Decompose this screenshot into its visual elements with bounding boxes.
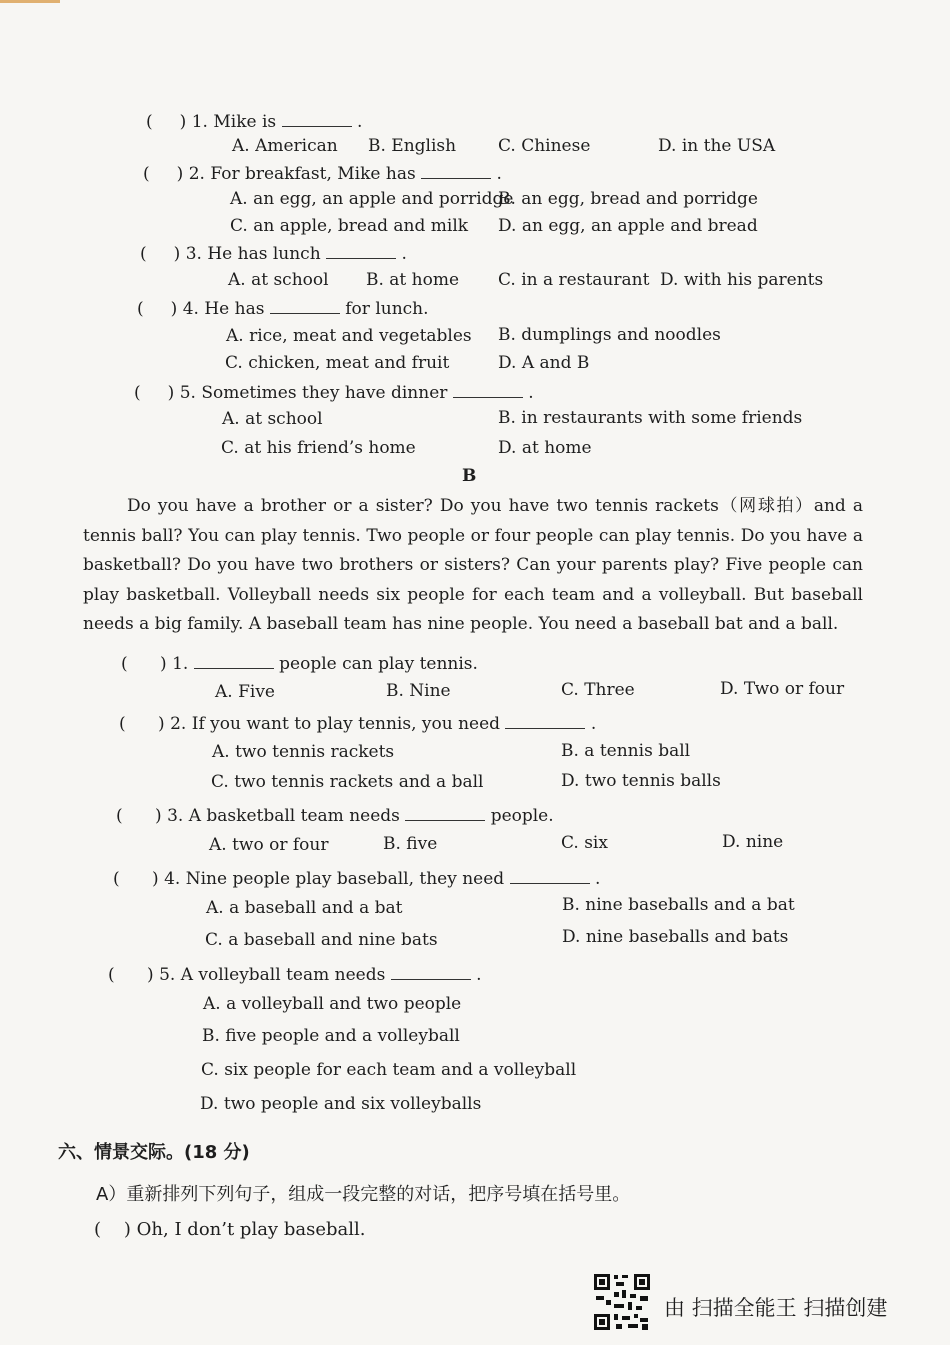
option: B. English (368, 136, 457, 156)
question-number: 2. (170, 714, 187, 734)
option: D. Two or four (720, 679, 845, 699)
option: A. a baseball and a bat (206, 898, 403, 918)
option: C. six (561, 833, 608, 853)
option: B. dumplings and noodles (498, 325, 721, 345)
reading-passage (83, 492, 863, 640)
dialogue-item (94, 1220, 365, 1240)
option: D. nine (722, 832, 784, 852)
option: D. two people and six volleyballs (200, 1094, 482, 1114)
scan-edge-mark (0, 0, 60, 3)
option: C. Chinese (498, 136, 591, 156)
answer-paren[interactable]: ( ) (143, 164, 184, 184)
answer-blank[interactable] (405, 804, 485, 821)
option: B. nine baseballs and a bat (562, 895, 795, 915)
question-b-5 (108, 963, 482, 985)
question-a-2 (143, 162, 502, 184)
question-stem-end: . (356, 112, 363, 132)
question-b-2 (119, 712, 596, 734)
option: C. two tennis rackets and a ball (211, 772, 484, 792)
option: C. a baseball and nine bats (205, 930, 438, 950)
option: D. nine baseballs and bats (562, 927, 789, 947)
question-stem-end: . (476, 965, 482, 985)
question-stem-end: . (496, 164, 502, 184)
option: C. Three (561, 680, 635, 700)
answer-paren[interactable]: ( ) (137, 299, 178, 319)
option: D. at home (498, 438, 592, 458)
question-number: 4. (182, 299, 199, 319)
question-stem: For breakfast, Mike has (210, 164, 416, 184)
option: C. in a restaurant (498, 270, 650, 290)
answer-paren[interactable]: ( ) (121, 654, 167, 674)
scanner-watermark-text: 由 扫描全能王 扫描创建 (664, 1296, 888, 1320)
question-number: 3. (185, 244, 202, 264)
answer-blank[interactable] (510, 867, 590, 884)
question-stem: He has (204, 299, 265, 319)
question-stem: He has lunch (207, 244, 321, 264)
section-six-heading: 六、情景交际。(18 分) (58, 1142, 250, 1163)
option: B. five (383, 834, 438, 854)
answer-blank[interactable] (421, 162, 491, 179)
question-stem: If you want to play tennis, you need (191, 714, 501, 734)
question-number: 5. (159, 965, 176, 985)
option: B. at home (366, 270, 460, 290)
question-number: 4. (164, 869, 181, 889)
option: B. Nine (386, 681, 451, 701)
question-b-3 (116, 804, 554, 826)
question-a-4 (137, 297, 429, 319)
option: B. five people and a volleyball (202, 1026, 460, 1046)
question-stem: Nine people play baseball, they need (185, 869, 505, 889)
option: D. an egg, an apple and bread (498, 216, 758, 236)
question-stem: Sometimes they have dinner (201, 383, 448, 403)
option: A. an egg, an apple and porridge (230, 189, 514, 209)
answer-blank[interactable] (453, 381, 523, 398)
question-a-5 (134, 381, 534, 403)
passage-text: Do you have a brother or a sister? Do you have two tennis rackets（网球拍）and a tennis ball? You can play tennis. Two people or four people can play tennis. Do you have a basketball? Do you have two brothers or sisters? Can your parents play? Five people can play basketball. Volleyball needs six people for each team and a volleyball. But baseball needs a big family. A baseball team has nine people. You need a baseball bat and a ball. (83, 496, 863, 634)
question-stem-end: people. (490, 806, 554, 826)
option: C. chicken, meat and fruit (225, 353, 450, 373)
option: A. at school (222, 409, 323, 429)
answer-paren[interactable]: ( ) (134, 383, 175, 403)
option: A. Five (215, 682, 275, 702)
option: D. with his parents (660, 270, 824, 290)
question-number: 5. (179, 383, 196, 403)
question-b-4 (113, 867, 600, 889)
question-number: 1. (191, 112, 208, 132)
answer-blank[interactable] (282, 110, 352, 127)
option: B. in restaurants with some friends (498, 408, 803, 428)
question-a-3 (140, 242, 407, 264)
question-stem: A basketball team needs (188, 806, 400, 826)
section-b-title: B (462, 466, 477, 486)
answer-blank[interactable] (326, 242, 396, 259)
option: C. an apple, bread and milk (230, 216, 469, 236)
question-b-1 (121, 652, 478, 674)
option: A. rice, meat and vegetables (226, 326, 472, 346)
answer-paren[interactable]: ( ) (116, 806, 162, 826)
option: A. American (232, 136, 338, 156)
question-number: 2. (188, 164, 205, 184)
option: A. two tennis rackets (212, 742, 395, 762)
question-stem-end: people can play tennis. (279, 654, 478, 674)
answer-paren[interactable]: ( ) (119, 714, 165, 734)
option: A. two or four (209, 835, 329, 855)
option: A. a volleyball and two people (203, 994, 462, 1014)
question-stem-end: . (401, 244, 407, 264)
answer-paren[interactable]: ( ) (108, 965, 154, 985)
question-stem-end: . (595, 869, 601, 889)
option: B. an egg, bread and porridge (498, 189, 758, 209)
answer-blank[interactable] (270, 297, 340, 314)
answer-paren[interactable]: ( ) (146, 112, 187, 132)
question-a-1 (146, 110, 362, 132)
question-number: 1. (172, 654, 189, 674)
option: D. A and B (498, 353, 590, 373)
question-stem-end: . (590, 714, 597, 734)
question-number: 3. (167, 806, 184, 826)
section-six-instruction: A）重新排列下列句子，组成一段完整的对话，把序号填在括号里。 (96, 1184, 631, 1205)
question-stem-end: . (528, 383, 534, 403)
answer-paren[interactable]: ( ) (140, 244, 181, 264)
qr-code-icon (592, 1272, 652, 1332)
question-stem-end: for lunch. (345, 299, 429, 319)
option: D. in the USA (658, 136, 776, 156)
answer-paren[interactable]: ( ) (94, 1219, 131, 1240)
answer-blank[interactable] (391, 963, 471, 980)
answer-blank[interactable] (505, 712, 585, 729)
dialogue-text: Oh, I don’t play baseball. (136, 1219, 366, 1240)
scanner-footer (592, 1272, 932, 1334)
answer-blank[interactable] (194, 652, 274, 669)
option: C. six people for each team and a volleyball (201, 1060, 577, 1080)
option: B. a tennis ball (561, 741, 691, 761)
question-stem: Mike is (213, 112, 277, 132)
option: C. at his friend’s home (221, 438, 416, 458)
answer-paren[interactable]: ( ) (113, 869, 159, 889)
question-stem: A volleyball team needs (180, 965, 386, 985)
option: A. at school (228, 270, 329, 290)
option: D. two tennis balls (561, 771, 721, 791)
